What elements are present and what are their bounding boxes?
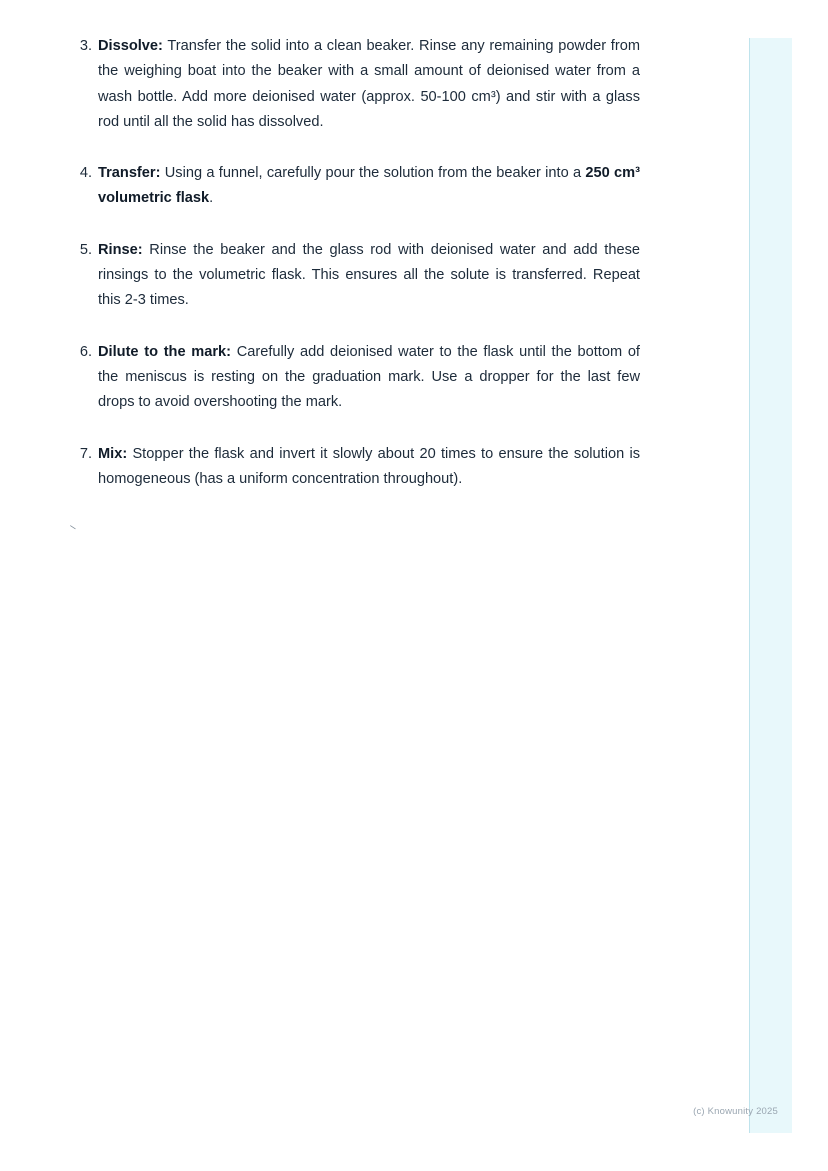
step-text: . bbox=[209, 190, 214, 207]
step-number: 7. bbox=[79, 445, 92, 462]
document-body bbox=[70, 34, 640, 492]
step-lead-label: Transfer: bbox=[98, 165, 161, 182]
list-item bbox=[70, 442, 640, 493]
step-text: Carefully add deionised water to the flask until the bottom of the meniscus is resting on the graduation mark. Use a dropper for the last few drops to avoid overshooting the mark. bbox=[98, 343, 640, 411]
step-emphasis-text: 250 cm³ volumetric flask bbox=[98, 165, 641, 207]
stray-pen-mark: ⸌ bbox=[68, 521, 79, 538]
step-number: 5. bbox=[79, 241, 92, 258]
list-item bbox=[70, 161, 640, 212]
step-text: Rinse the beaker and the glass rod with deionised water and add these rinsings to the volumetric flask. This ensures all the solute is transferred. Repeat this 2-3 times. bbox=[98, 241, 640, 309]
footer-credit: (c) Knowunity 2025 bbox=[693, 1106, 778, 1117]
step-number: 3. bbox=[79, 38, 92, 54]
step-number: 4. bbox=[79, 165, 92, 182]
list-item bbox=[70, 340, 640, 416]
step-lead-label: Rinse: bbox=[98, 241, 143, 258]
decorative-side-rule bbox=[749, 38, 750, 1133]
step-number: 6. bbox=[79, 343, 92, 360]
step-lead-label: Mix: bbox=[98, 445, 128, 462]
list-item bbox=[70, 238, 640, 314]
step-text: Using a funnel, carefully pour the solution from the beaker into a bbox=[160, 165, 586, 182]
step-text: Transfer the solid into a clean beaker. Rinse any remaining powder from the weighing boat into the beaker with a small amount of deionised water from a wash bottle. Add more deionised water (approx. 50-100 cm³) and stir with a glass rod until all the solid has dissolved. bbox=[98, 38, 640, 130]
step-lead-label: Dissolve: bbox=[98, 38, 163, 54]
procedure-step-list bbox=[70, 34, 640, 492]
decorative-side-band bbox=[750, 38, 792, 1133]
list-item bbox=[70, 34, 640, 135]
step-lead-label: Dilute to the mark: bbox=[98, 343, 232, 360]
step-text: Stopper the flask and invert it slowly about 20 times to ensure the solution is homogeneous (has a uniform concentration throughout). bbox=[98, 445, 640, 487]
